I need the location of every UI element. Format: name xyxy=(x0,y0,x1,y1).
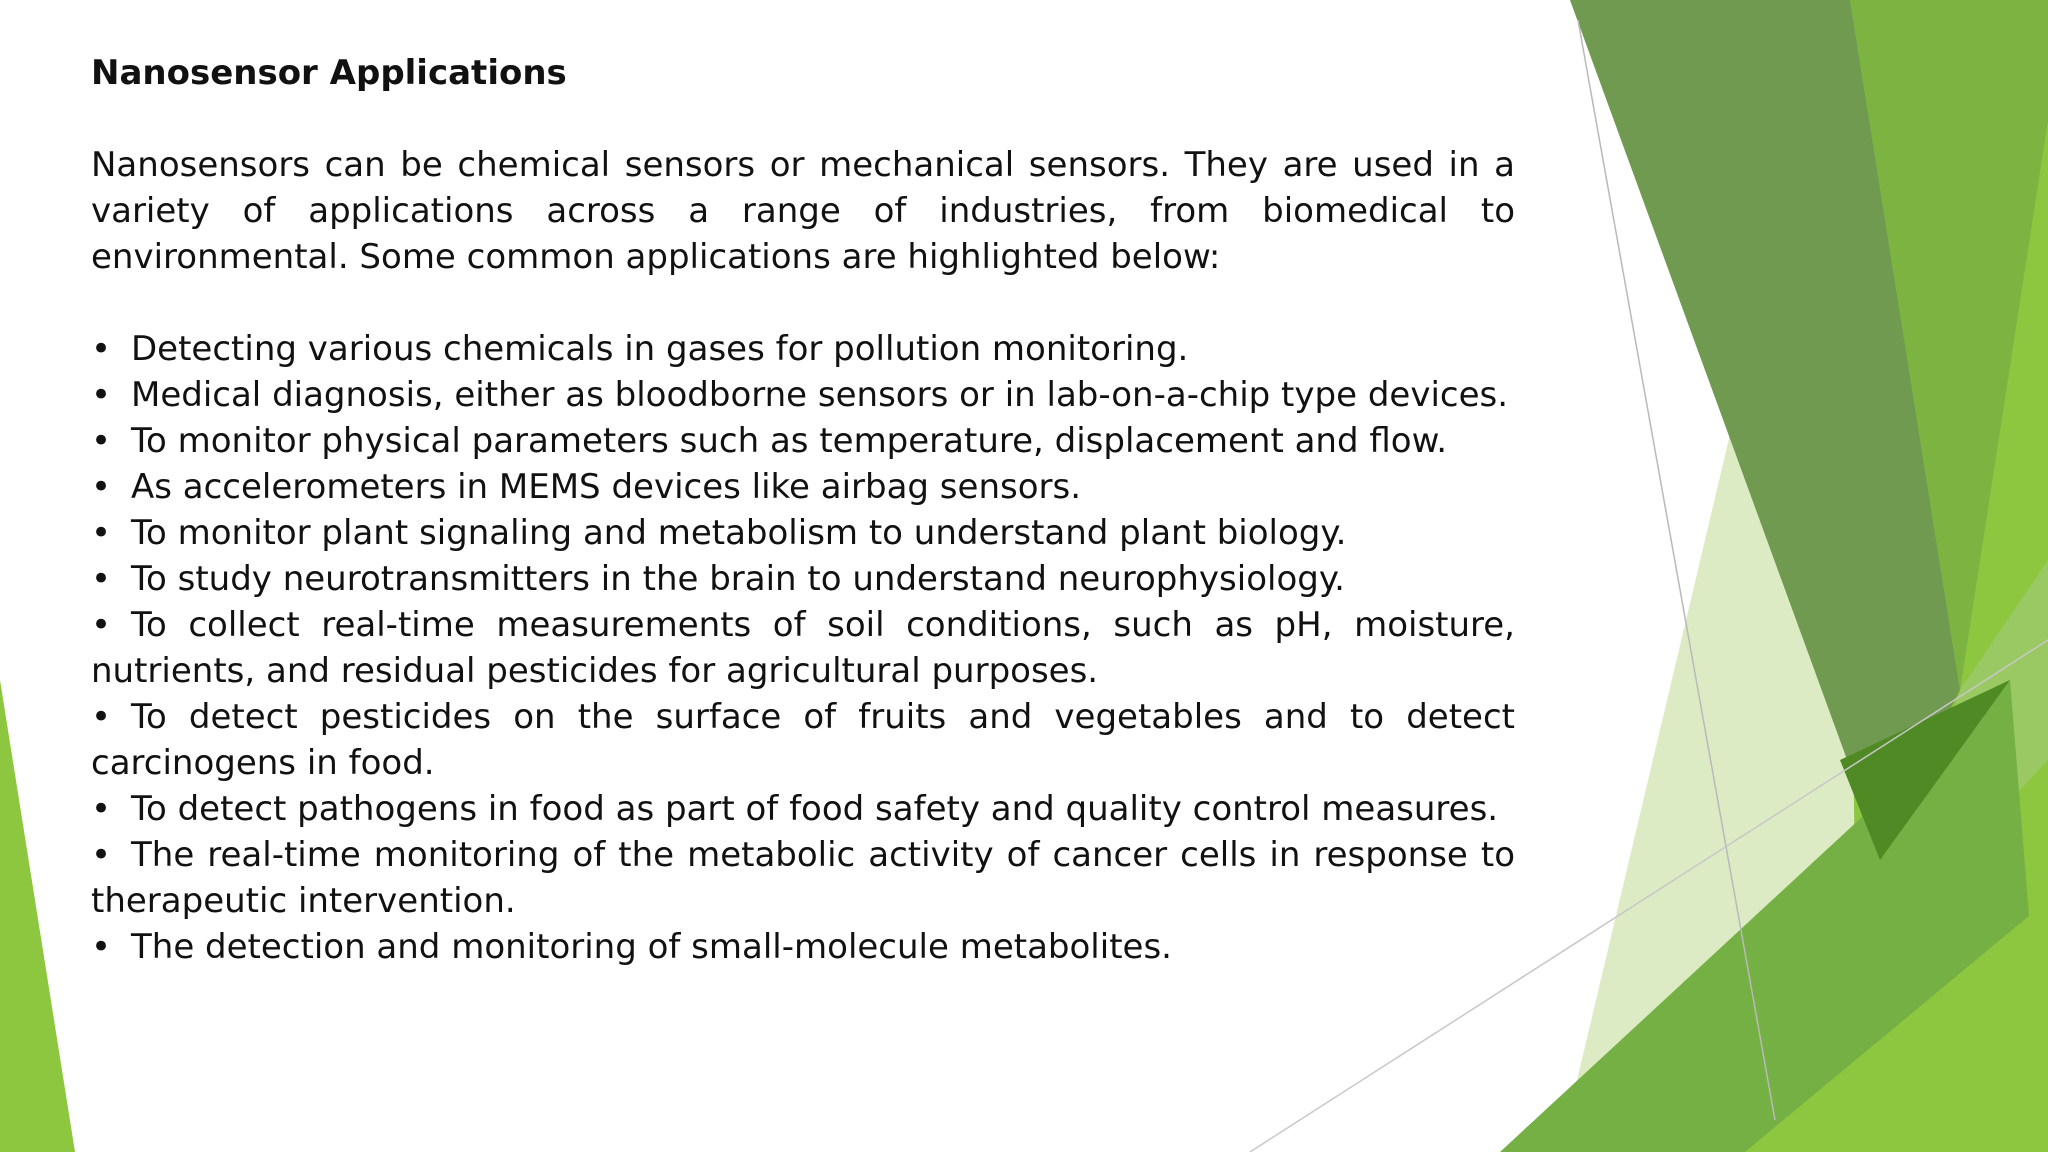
bullet-icon: • xyxy=(91,513,112,553)
bullet-icon: • xyxy=(91,789,112,829)
list-item: • To study neurotransmitters in the brain to understand neurophysiology. xyxy=(91,556,1515,602)
bullet-icon: • xyxy=(91,927,112,967)
bullet-icon: • xyxy=(91,329,112,369)
list-item: • Detecting various chemicals in gases for pollution monitoring. xyxy=(91,326,1515,372)
applications-list xyxy=(91,326,1515,970)
bullet-icon: • xyxy=(91,697,112,737)
list-item: • As accelerometers in MEMS devices like airbag sensors. xyxy=(91,464,1515,510)
bullet-icon: • xyxy=(91,835,112,875)
bullet-icon: • xyxy=(91,375,112,415)
bullet-icon: • xyxy=(91,467,112,507)
list-item: • To monitor physical parameters such as temperature, displacement and flow. xyxy=(91,418,1515,464)
list-item: • To collect real-time measurements of soil conditions, such as pH, moisture, nutrients, and residual pesticides for agricultural purposes. xyxy=(91,602,1515,694)
slide-title: Nanosensor Applications xyxy=(91,53,567,93)
slide-content xyxy=(91,50,1515,970)
list-item: • To monitor plant signaling and metabolism to understand plant biology. xyxy=(91,510,1515,556)
list-item: • To detect pesticides on the surface of fruits and vegetables and to detect carcinogens in food. xyxy=(91,694,1515,786)
left-green-sliver xyxy=(0,680,75,1152)
list-item: • Medical diagnosis, either as bloodborne sensors or in lab-on-a-chip type devices. xyxy=(91,372,1515,418)
bullet-icon: • xyxy=(91,605,112,645)
list-item: • To detect pathogens in food as part of food safety and quality control measures. xyxy=(91,786,1515,832)
intro-paragraph: Nanosensors can be chemical sensors or mechanical sensors. They are used in a variety of applications across a range of industries, from biomedical to environmental. Some common applications are highlighted below: xyxy=(91,145,1515,277)
bullet-icon: • xyxy=(91,559,112,599)
list-item: • The detection and monitoring of small-molecule metabolites. xyxy=(91,924,1515,970)
bullet-icon: • xyxy=(91,421,112,461)
list-item: • The real-time monitoring of the metabolic activity of cancer cells in response to therapeutic intervention. xyxy=(91,832,1515,924)
